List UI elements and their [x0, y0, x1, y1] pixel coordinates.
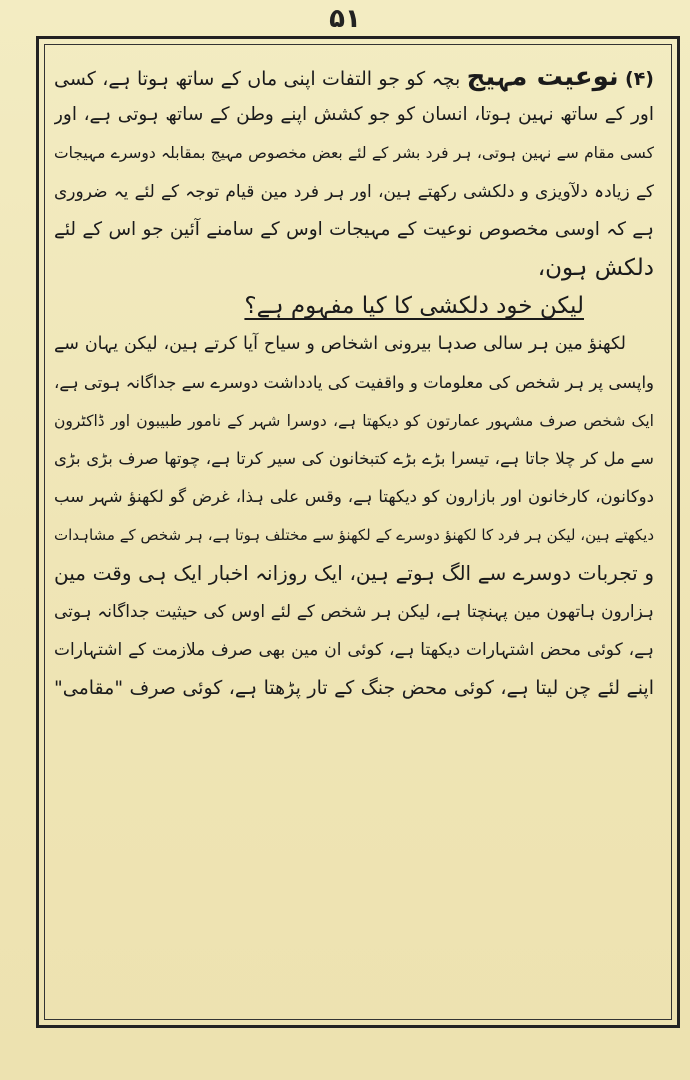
section-title: نوعیت مہیج	[466, 62, 619, 92]
text-line: لکھنؤ مین ہر سالی صدہا بیرونی اشخاص و سیاح آیا کرتے ہین، لیکن یہان سے	[54, 334, 626, 355]
question-text: لیکن خود دلکشی کا کیا مفہوم ہے؟	[244, 293, 584, 320]
text-line: کے زیادہ دلآویزی و دلکشی رکھتے ہین، اور ہر فرد مین قیام توجہ کے لئے یہ ضروری	[54, 181, 654, 202]
text-line: واپسی پر ہر شخص کی معلومات و واقفیت کی یادداشت دوسرے سے جداگانہ ہوتی ہے،	[54, 372, 654, 392]
section-number: (۴)	[625, 68, 654, 90]
text-line: دیکھتے ہین، لیکن ہر فرد کا لکھنؤ دوسرے کے لکھنؤ سے مختلف ہوتا ہے، ہر شخص کے مشاہدات	[54, 526, 654, 545]
text-line: ہے کہ اوسی مخصوص نوعیت کے مہیجات اوس کے سامنے آئین جو اس کے لئے	[54, 218, 654, 240]
heading-line	[54, 58, 654, 96]
text-line: اپنے لئے چن لیتا ہے، کوئی محض جنگ کے تار پڑھتا ہے، کوئی صرف "مقامی"	[54, 677, 654, 699]
question-line	[54, 287, 654, 325]
text-line: سے مل کر چلا جاتا ہے، تیسرا بڑے بڑے کتبخانون کی سیر کرتا ہے، چوتھا صرف بڑی بڑی	[54, 448, 654, 468]
text-line: ہے، کوئی محض اشتہارات دیکھتا ہے، کوئی ان مین بھی صرف ملازمت کے اشتہارات	[54, 639, 654, 660]
text-line: اور کے ساتھ نہین ہوتا، انسان کو جو کشش اپنے وطن کے ساتھ ہوتی ہے، اور	[54, 104, 654, 126]
text-line: ایک شخص صرف مشہور عمارتون کو دیکھتا ہے، دوسرا شہر کے نامور طبیبون اور ڈاکٹرون	[54, 411, 654, 430]
text-line: ہزارون ہاتھون مین پہنچتا ہے، لیکن ہر شخص کے لئے اوس کی حیثیت جداگانہ ہوتی	[54, 601, 654, 622]
text-line: دلکش ہون،	[537, 254, 654, 281]
text-line: دوکانون، کارخانون اور بازارون کو دیکھتا ہے، وقس علی ہذا، غرض گو لکھنؤ شہر سب	[54, 487, 654, 507]
text-line: و تجربات دوسرے سے الگ ہوتے ہین، ایک روزانہ اخبار ایک ہی وقت مین	[54, 561, 654, 586]
page-number: ۵۱	[329, 4, 361, 34]
heading-text: بچہ کو جو التفات اپنی ماں کے ساتھ ہوتا ہے، کسی	[54, 68, 461, 90]
text-line: کسی مقام سے نہین ہوتی، ہر فرد بشر کے لئے بعض مخصوص مہیج بمقابلہ دوسرے مہیجات	[54, 144, 654, 163]
body-text	[54, 58, 654, 1018]
